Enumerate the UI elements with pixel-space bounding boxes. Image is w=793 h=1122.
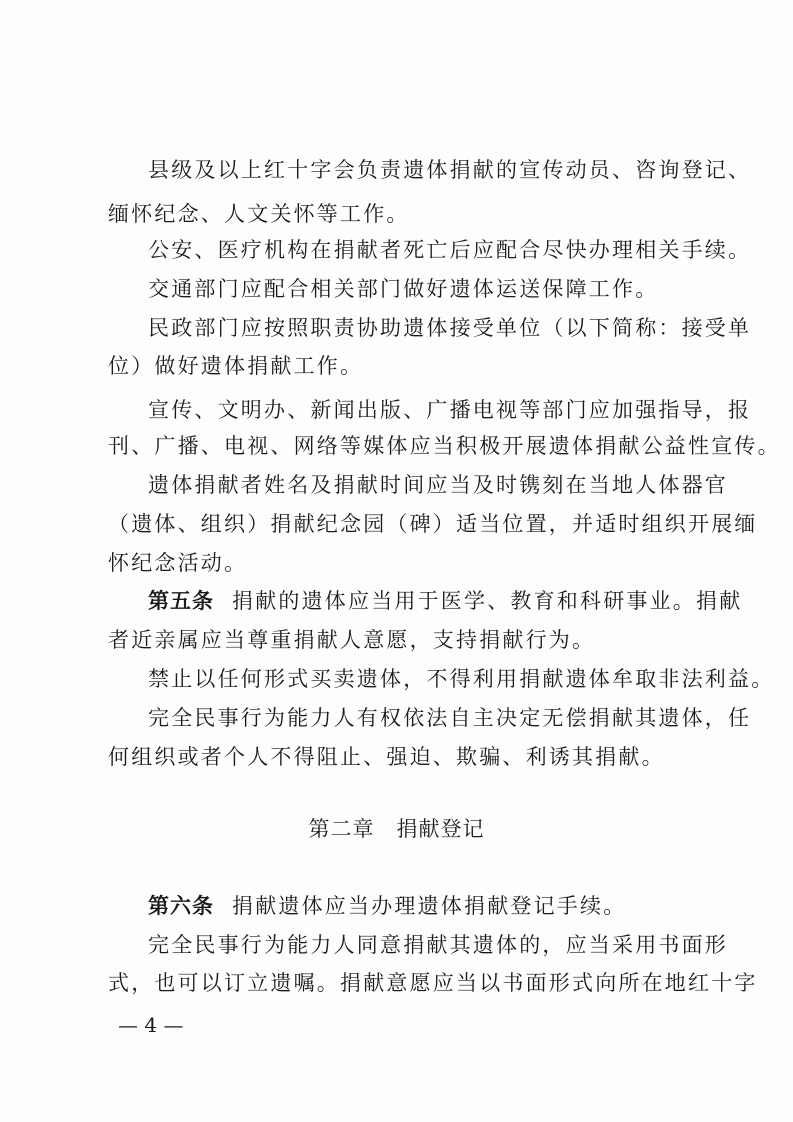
chapter-heading: 第二章 捐献登记 [308,817,485,841]
para-8-line-1: 禁止以任何形式买卖遗体，不得利用捐献遗体牟取非法利益。 [148,667,775,691]
para-4-line-1: 民政部门应按照职责协助遗体接受单位（以下简称：接受单 [148,316,752,340]
article-5-text: 捐献的遗体应当用于医学、教育和科研事业。捐献 [232,589,743,613]
article-6-text: 捐献遗体应当办理遗体捐献登记手续。 [232,894,627,918]
para-10-line-1 [148,893,626,919]
para-11-line-2: 式，也可以订立遗嘱。捐献意愿应当以书面形式向所在地红十字 [108,971,758,995]
para-9-line-2: 何组织或者个人不得阻止、强迫、欺骗、利诱其捐献。 [108,745,665,769]
para-9-line-1: 完全民事行为能力人有权依法自主决定无偿捐献其遗体，任 [148,706,752,730]
page-number: — 4 — [118,1013,184,1037]
para-6-line-1: 遗体捐献者姓名及捐献时间应当及时镌刻在当地人体器官 [148,473,728,497]
para-11-line-1: 完全民事行为能力人同意捐献其遗体的，应当采用书面形 [148,933,728,957]
para-6-line-3: 怀纪念活动。 [108,551,248,575]
para-6-line-2: （遗体、组织）捐献纪念园（碑）适当位置，并适时组织开展缅 [108,512,758,536]
para-4-line-2: 位）做好遗体捐献工作。 [108,354,364,378]
para-3-line-1: 交通部门应配合相关部门做好遗体运送保障工作。 [148,277,659,301]
article-5-label: 第五条 [148,589,214,613]
para-5-line-1: 宣传、文明办、新闻出版、广播电视等部门应加强指导，报 [148,398,752,422]
para-1-line-2: 缅怀纪念、人文关怀等工作。 [108,202,410,226]
para-7-line-2: 者近亲属应当尊重捐献人意愿，支持捐献行为。 [108,628,596,652]
article-6-label: 第六条 [148,894,214,918]
para-5-line-2: 刊、广播、电视、网络等媒体应当积极开展遗体捐献公益性宣传。 [108,434,781,458]
para-1-line-1: 县级及以上红十字会负责遗体捐献的宣传动员、咨询登记、 [148,158,752,182]
para-2-line-1: 公安、医疗机构在捐献者死亡后应配合尽快办理相关手续。 [148,238,752,262]
para-7-line-1 [148,588,742,614]
